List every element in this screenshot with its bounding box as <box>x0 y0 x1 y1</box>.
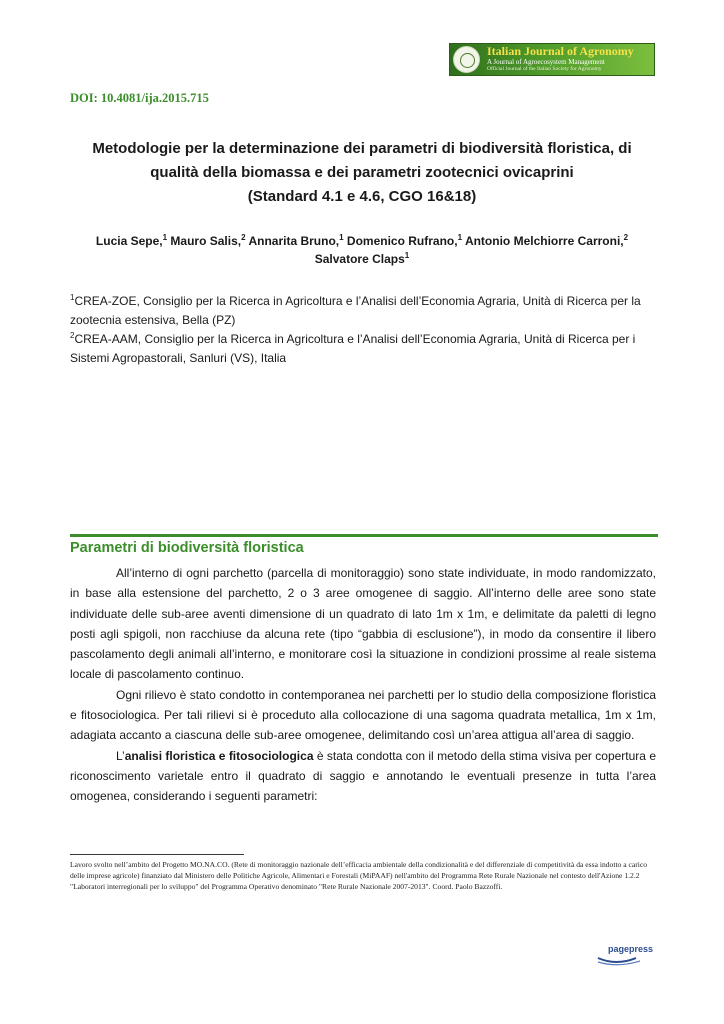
author-name: Domenico Rufrano, <box>346 234 458 248</box>
section-heading: Parametri di biodiversità floristica <box>70 540 304 556</box>
section-divider <box>70 534 658 537</box>
author-affiliation-mark: 1 <box>404 251 410 260</box>
title-line: Metodologie per la determinazione dei parametri di biodiversità floristica, di <box>92 140 632 157</box>
affiliation-item <box>70 292 654 330</box>
journal-emblem-icon <box>453 46 480 73</box>
author-name: Annarita Bruno, <box>248 234 340 248</box>
title-line: (Standard 4.1 e 4.6, CGO 16&18) <box>247 188 477 205</box>
author-name: Salvatore Claps <box>314 252 405 266</box>
author-affiliation-mark: 1 <box>339 233 344 242</box>
author-affiliation-mark: 1 <box>162 233 168 242</box>
footnote: Lavoro svolto nell’ambito del Progetto MO.NA.CO. (Rete di monitoraggio nazionale dell’efficacia ambientale della condizionalità e del differenziale di competitività da essa indotto a carico delle imprese agricole) finanziato dal Ministero delle Politiche Agricole, Alimentari e Forestali (MiPAAF) nell'ambito del Programma Rete Rurale Nazionale nel contesto dell'Azione 1.2.2 "Laboratori interregionali per lo sviluppo" del Programma Operativo denominato "Rete Rurale Nazionale 2007-2013". Coord. Paolo Bazzoffi. <box>70 860 648 891</box>
footnote-divider <box>70 854 244 855</box>
body-text-bold: analisi floristica e fitosociologica <box>124 748 314 763</box>
affiliation-item <box>70 330 654 368</box>
affiliation-text: CREA-ZOE, Consiglio per la Ricerca in Agricoltura e l’Analisi dell’Economia Agraria, Unità di Ricerca per la zootecnia estensiva, Bella (PZ) <box>70 294 641 327</box>
body-text-run: L’ <box>116 748 125 763</box>
journal-logo-name: Italian Journal of Agronomy <box>487 44 634 58</box>
publisher-logo <box>596 944 658 966</box>
body-paragraph: Ogni rilievo è stato condotto in contemporanea nei parchetti per lo studio della composizione floristica e fitosociologica. Per tali rilievi si è proceduto alla collocazione di una sagoma quadrata metallica, 1m x 1m, adagiata accanto a ciascuna delle sub-aree omogenee, delimitando così un’area attigua all’area di saggio. <box>70 687 656 743</box>
section-body <box>70 563 656 807</box>
publisher-swoosh-icon <box>596 952 658 966</box>
publisher-logo-text: pagepress <box>608 944 654 954</box>
author-affiliation-mark: 2 <box>623 233 629 242</box>
author-affiliation-mark: 1 <box>457 233 463 242</box>
author-name: Mauro Salis, <box>170 234 242 248</box>
body-paragraph <box>70 746 656 807</box>
affiliations <box>70 292 654 368</box>
affiliation-mark: 1 <box>70 293 75 302</box>
author-affiliation-mark: 2 <box>241 233 246 242</box>
body-text-run: è stata condotta con il metodo della stima visiva per copertura e riconoscimento varietale entro il quadrato di saggio e annotando le eventuali presenze in tutta l’area omogenea, considerando i seguenti parametri: <box>70 748 657 804</box>
journal-logo-subtitle: A Journal of Agroecosystem Management <box>487 58 605 66</box>
journal-logo <box>449 43 655 76</box>
title-line: qualità della biomassa e dei parametri zootecnici ovicaprini <box>150 164 574 181</box>
affiliation-mark: 2 <box>70 331 75 340</box>
body-paragraph: All’interno di ogni parchetto (parcella di monitoraggio) sono state individuate, in modo randomizzato, in base alla estensione del parchetto, 2 o 3 aree omogenee di saggio. All’interno delle aree sono state individuate delle sub-aree aventi dimensione di un quadrato di lato 1m x 1m, e delimitate da paletti di legno posti agli spigoli, non racchiuse da alcuna rete (tipo “gabbia di esclusione”), in modo da consentire il libero pascolamento degli animali all’interno, e monitorare così la situazione in condizioni prossime al reale sistema locale di pascolamento continuo. <box>70 566 656 682</box>
author-name: Antonio Melchiorre Carroni, <box>464 234 624 248</box>
author-list <box>70 232 654 268</box>
journal-logo-tagline: Official Journal of the Italian Society for Agronomy <box>487 66 602 72</box>
paper-title <box>70 137 654 209</box>
doi-link[interactable]: DOI: 10.4081/ija.2015.715 <box>70 91 209 105</box>
author-name: Lucia Sepe, <box>95 234 163 248</box>
affiliation-text: CREA-AAM, Consiglio per la Ricerca in Agricoltura e l’Analisi dell’Economia Agraria, Unità di Ricerca per i Sistemi Agropastorali, Sanluri (VS), Italia <box>70 332 636 365</box>
